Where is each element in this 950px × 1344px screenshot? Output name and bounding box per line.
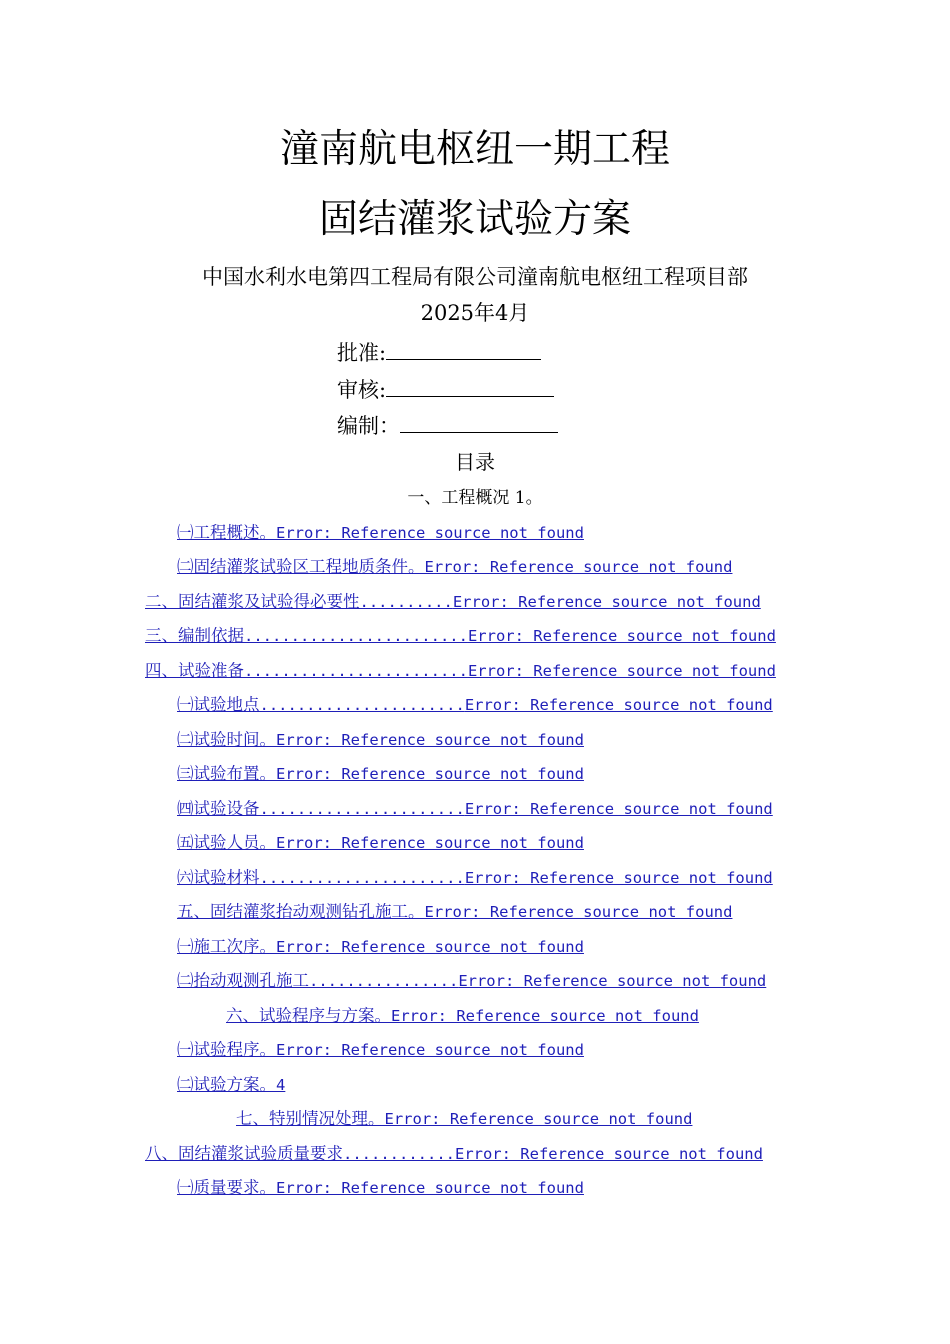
toc-link[interactable]: ㈤试验人员。Error: Reference source not found bbox=[177, 833, 584, 852]
toc-link[interactable]: ㈠试验程序。Error: Reference source not found bbox=[177, 1040, 584, 1059]
toc-link[interactable]: 二、固结灌浆及试验得必要性..........Error: Reference source not found bbox=[145, 592, 761, 611]
toc-link[interactable]: ㈡固结灌浆试验区工程地质条件。Error: Reference source not found bbox=[177, 557, 733, 576]
toc-link[interactable]: 四、试验准备........................Error: Reference source not found bbox=[145, 661, 776, 680]
toc-link[interactable]: ㈠工程概述。Error: Reference source not found bbox=[177, 523, 584, 542]
document-title-line-1: 潼南航电枢纽一期工程 bbox=[279, 127, 670, 172]
toc-link[interactable]: 六、试验程序与方案。Error: Reference source not found bbox=[226, 1006, 699, 1025]
approve-signature bbox=[337, 337, 541, 368]
review-signature-line bbox=[386, 374, 554, 397]
compile-signature-line bbox=[400, 410, 558, 433]
document-date: 2025年4月 bbox=[420, 301, 530, 325]
toc-title: 目录 bbox=[455, 450, 495, 474]
approve-signature-line bbox=[386, 337, 541, 360]
toc-link[interactable]: ㈠施工次序。Error: Reference source not found bbox=[177, 937, 584, 956]
toc-link[interactable]: ㈡抬动观测孔施工................Error: Reference source not found bbox=[177, 971, 767, 990]
review-signature bbox=[337, 374, 554, 405]
organization-name: 中国水利水电第四工程局有限公司潼南航电枢纽工程项目部 bbox=[202, 265, 748, 289]
toc-link[interactable]: 三、编制依据........................Error: Reference source not found bbox=[145, 626, 776, 645]
compile-signature bbox=[337, 410, 558, 441]
toc-link[interactable]: 五、固结灌浆抬动观测钻孔施工。Error: Reference source not found bbox=[177, 902, 733, 921]
toc-link[interactable]: ㈡试验方案。4 bbox=[177, 1075, 286, 1094]
approve-label: 批准: bbox=[337, 341, 387, 365]
toc-link[interactable]: ㈡试验时间。Error: Reference source not found bbox=[177, 730, 584, 749]
toc-link[interactable]: ㈠质量要求。Error: Reference source not found bbox=[177, 1178, 584, 1197]
toc-link[interactable]: ㈢试验布置。Error: Reference source not found bbox=[177, 764, 584, 783]
toc-link[interactable]: ㈠试验地点......................Error: Reference source not found bbox=[177, 695, 773, 714]
toc-entry-project-overview[interactable]: 一、工程概况 1。 bbox=[407, 488, 543, 508]
toc-link[interactable]: ㈥试验材料......................Error: Reference source not found bbox=[177, 868, 773, 887]
toc-link[interactable]: ㈣试验设备......................Error: Reference source not found bbox=[177, 799, 773, 818]
document-title-line-2: 固结灌浆试验方案 bbox=[318, 197, 631, 242]
toc-link[interactable]: 八、固结灌浆试验质量要求............Error: Reference source not found bbox=[145, 1144, 763, 1163]
toc-link[interactable]: 七、特别情况处理。Error: Reference source not found bbox=[236, 1109, 693, 1128]
review-label: 审核: bbox=[337, 378, 387, 402]
compile-label: 编制： bbox=[337, 414, 400, 438]
